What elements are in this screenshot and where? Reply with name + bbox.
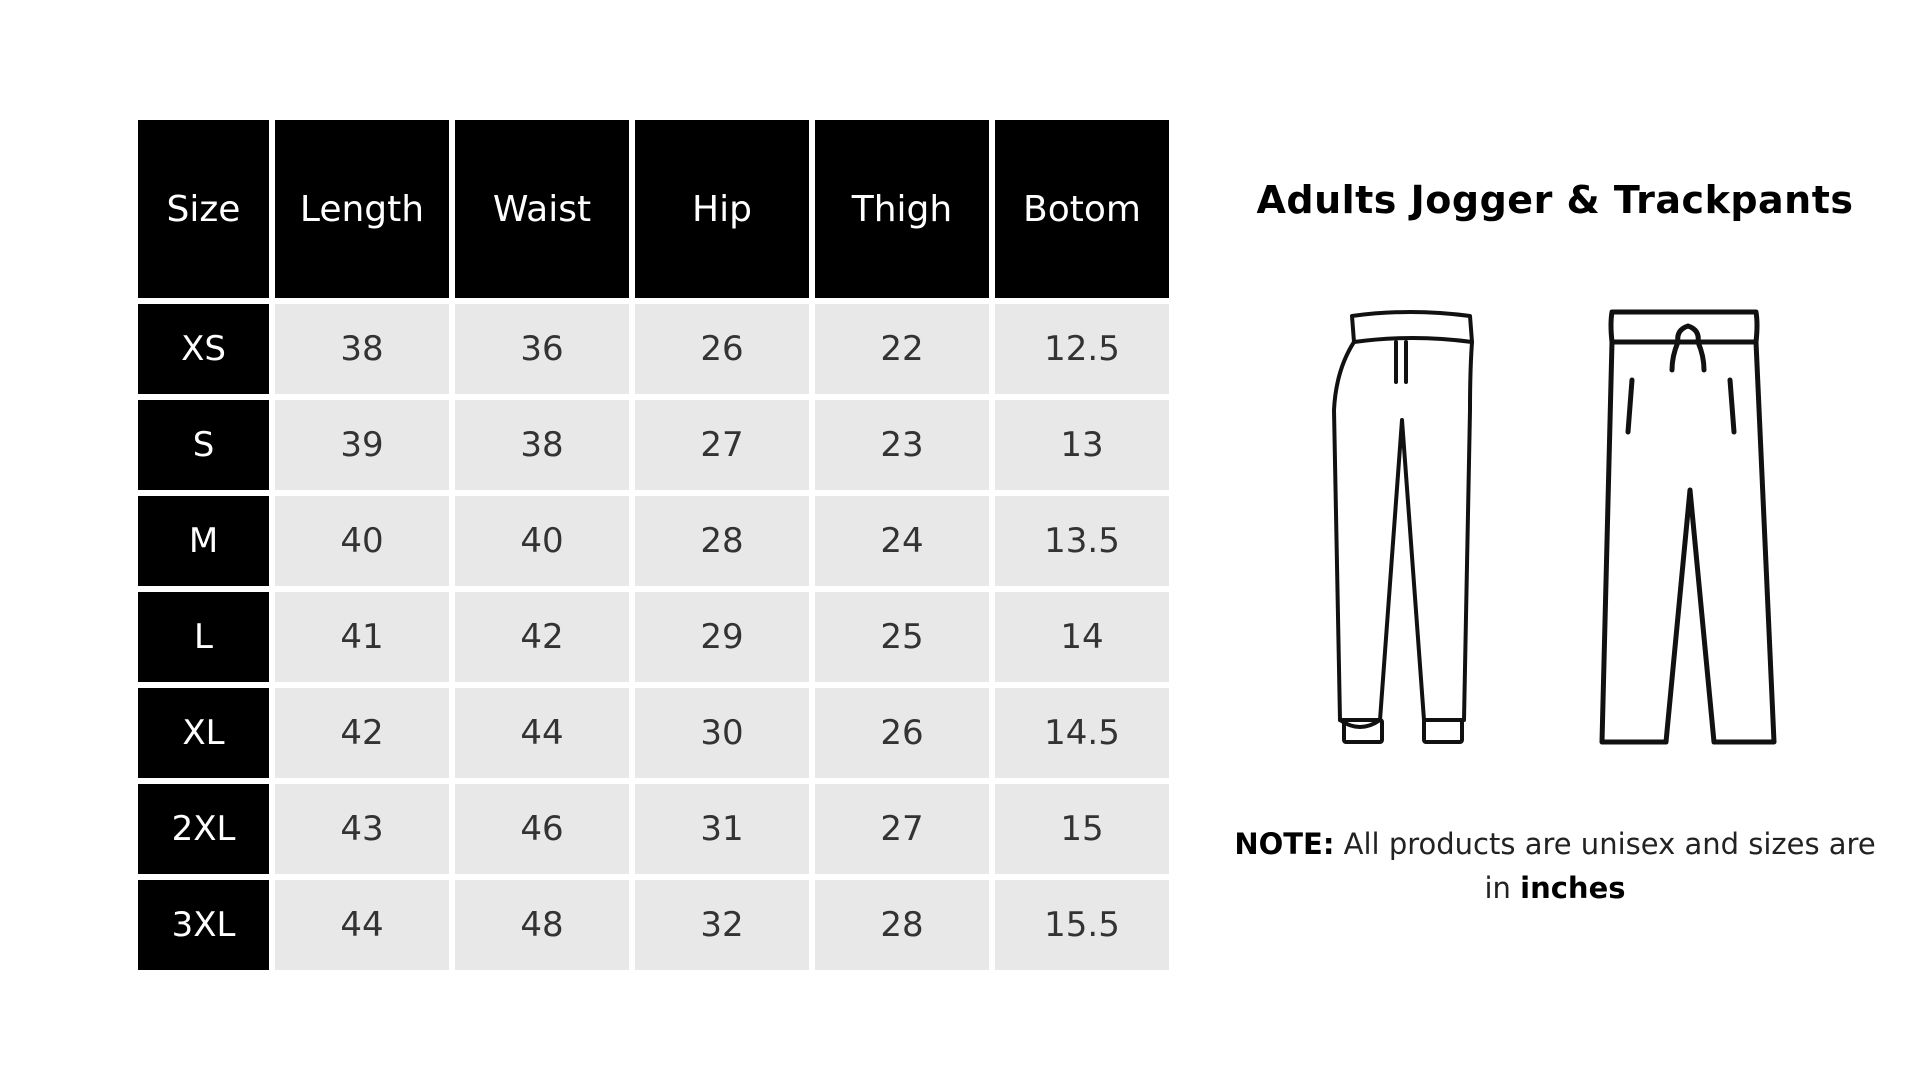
hip-cell: 30 — [635, 688, 809, 778]
table-row — [138, 784, 1169, 874]
size-cell: 2XL — [138, 784, 269, 874]
header-size: Size — [138, 120, 269, 298]
header-length: Length — [275, 120, 449, 298]
size-cell: M — [138, 496, 269, 586]
bottom-cell: 15 — [995, 784, 1169, 874]
waist-cell: 42 — [455, 592, 629, 682]
pants-illustrations — [1320, 300, 1800, 760]
hip-cell: 31 — [635, 784, 809, 874]
hip-cell: 32 — [635, 880, 809, 970]
note-text: All products are unisex and sizes are in — [1334, 827, 1876, 905]
table-row — [138, 880, 1169, 970]
hip-cell: 28 — [635, 496, 809, 586]
trackpants-icon — [1602, 312, 1774, 742]
size-cell: 3XL — [138, 880, 269, 970]
bottom-cell: 12.5 — [995, 304, 1169, 394]
hip-cell: 27 — [635, 400, 809, 490]
length-cell: 44 — [275, 880, 449, 970]
length-cell: 43 — [275, 784, 449, 874]
waist-cell: 46 — [455, 784, 629, 874]
bottom-cell: 13.5 — [995, 496, 1169, 586]
table-row — [138, 304, 1169, 394]
length-cell: 39 — [275, 400, 449, 490]
thigh-cell: 24 — [815, 496, 989, 586]
header-bottom: Botom — [995, 120, 1169, 298]
note-label: NOTE: — [1234, 827, 1335, 861]
thigh-cell: 22 — [815, 304, 989, 394]
thigh-cell: 23 — [815, 400, 989, 490]
header-thigh: Thigh — [815, 120, 989, 298]
length-cell: 40 — [275, 496, 449, 586]
jogger-pants-icon — [1334, 312, 1472, 742]
table-row — [138, 496, 1169, 586]
size-cell: S — [138, 400, 269, 490]
thigh-cell: 26 — [815, 688, 989, 778]
table-header-row — [138, 120, 1169, 298]
length-cell: 42 — [275, 688, 449, 778]
waist-cell: 38 — [455, 400, 629, 490]
header-waist: Waist — [455, 120, 629, 298]
table-row — [138, 400, 1169, 490]
hip-cell: 26 — [635, 304, 809, 394]
bottom-cell: 14 — [995, 592, 1169, 682]
thigh-cell: 28 — [815, 880, 989, 970]
table-row — [138, 688, 1169, 778]
size-cell: L — [138, 592, 269, 682]
bottom-cell: 14.5 — [995, 688, 1169, 778]
waist-cell: 36 — [455, 304, 629, 394]
bottom-cell: 15.5 — [995, 880, 1169, 970]
thigh-cell: 25 — [815, 592, 989, 682]
length-cell: 38 — [275, 304, 449, 394]
waist-cell: 44 — [455, 688, 629, 778]
waist-cell: 40 — [455, 496, 629, 586]
hip-cell: 29 — [635, 592, 809, 682]
thigh-cell: 27 — [815, 784, 989, 874]
waist-cell: 48 — [455, 880, 629, 970]
size-cell: XL — [138, 688, 269, 778]
sizing-note — [1230, 822, 1880, 910]
length-cell: 41 — [275, 592, 449, 682]
size-cell: XS — [138, 304, 269, 394]
bottom-cell: 13 — [995, 400, 1169, 490]
table-row — [138, 592, 1169, 682]
header-hip: Hip — [635, 120, 809, 298]
product-info-panel — [1230, 150, 1880, 222]
note-emphasis: inches — [1520, 871, 1626, 905]
product-title: Adults Jogger & Trackpants — [1256, 178, 1854, 222]
size-chart-table — [132, 114, 1175, 976]
